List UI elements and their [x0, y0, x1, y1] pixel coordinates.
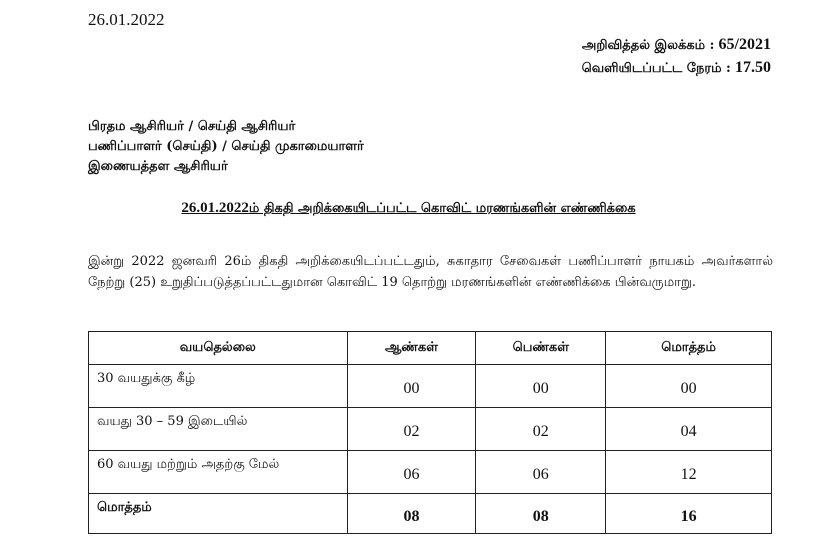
document-date: 26.01.2022 [88, 10, 165, 29]
female-count-cell: 02 [476, 408, 606, 451]
release-info [582, 34, 771, 80]
header-female: பெண்கள் [476, 332, 606, 365]
female-count-cell: 06 [476, 451, 606, 494]
release-number-label: அறிவித்தல் இலக்கம் : [581, 38, 715, 53]
grand-total-cell: 16 [606, 494, 772, 534]
table-total-row [89, 494, 772, 534]
male-count-cell: 00 [347, 365, 476, 408]
release-number-line [582, 34, 771, 57]
intro-paragraph: இன்று 2022 ஜனவரி 26ம் திகதி அறிக்கையிடப்பட்டதும், சுகாதார சேவைகள் பணிப்பாளர் நாயகம் அவர்களால் நேற்று (25) உறுதிப்படுத்தப்பட்டதுமான கொவிட் 19 தொற்று மரணங்களின் எண்ணிக்கை பின்வருமாறு. [88, 254, 773, 290]
table-header-row [89, 332, 772, 365]
total-count-cell: 12 [606, 451, 772, 494]
total-label-cell: மொத்தம் [89, 494, 348, 534]
table-row [89, 451, 772, 494]
release-time-value: 17.50 [735, 59, 771, 76]
addressee-line: பிரதம ஆசிரியர் / செய்தி ஆசிரியர் [88, 119, 296, 134]
release-time-label: வெளியிடப்பட்ட நேரம் : [581, 61, 731, 76]
heading-text: ம் திகதி அறிக்கையிடப்பட்ட கொவிட் மரணங்களின் எண்ணிக்கை [248, 201, 636, 216]
addressee-line: பணிப்பாளர் (செய்தி) / செய்தி முகாமையாளர் [88, 139, 364, 154]
addressee-line: இணையத்தள ஆசிரியர் [88, 159, 228, 174]
age-group-cell: 30 வயதுக்கு கீழ் [89, 365, 348, 408]
total-count-cell: 00 [606, 365, 772, 408]
male-count-cell: 02 [347, 408, 476, 451]
male-count-cell: 06 [347, 451, 476, 494]
total-count-cell: 04 [606, 408, 772, 451]
document-heading [0, 200, 817, 217]
header-age-group: வயதெல்லை [89, 332, 348, 365]
table-row [89, 365, 772, 408]
female-total-cell: 08 [476, 494, 606, 534]
male-total-cell: 08 [347, 494, 476, 534]
heading-date: 26.01.2022 [181, 200, 249, 216]
age-group-cell: 60 வயது மற்றும் அதற்கு மேல் [89, 451, 348, 494]
release-time-line [582, 57, 771, 80]
age-group-cell: வயது 30 – 59 இடையில் [89, 408, 348, 451]
addressee-list [88, 117, 364, 177]
female-count-cell: 00 [476, 365, 606, 408]
header-male: ஆண்கள் [347, 332, 476, 365]
deaths-table [88, 331, 772, 534]
table-row [89, 408, 772, 451]
header-total: மொத்தம் [606, 332, 772, 365]
release-number-value: 65/2021 [718, 36, 771, 53]
